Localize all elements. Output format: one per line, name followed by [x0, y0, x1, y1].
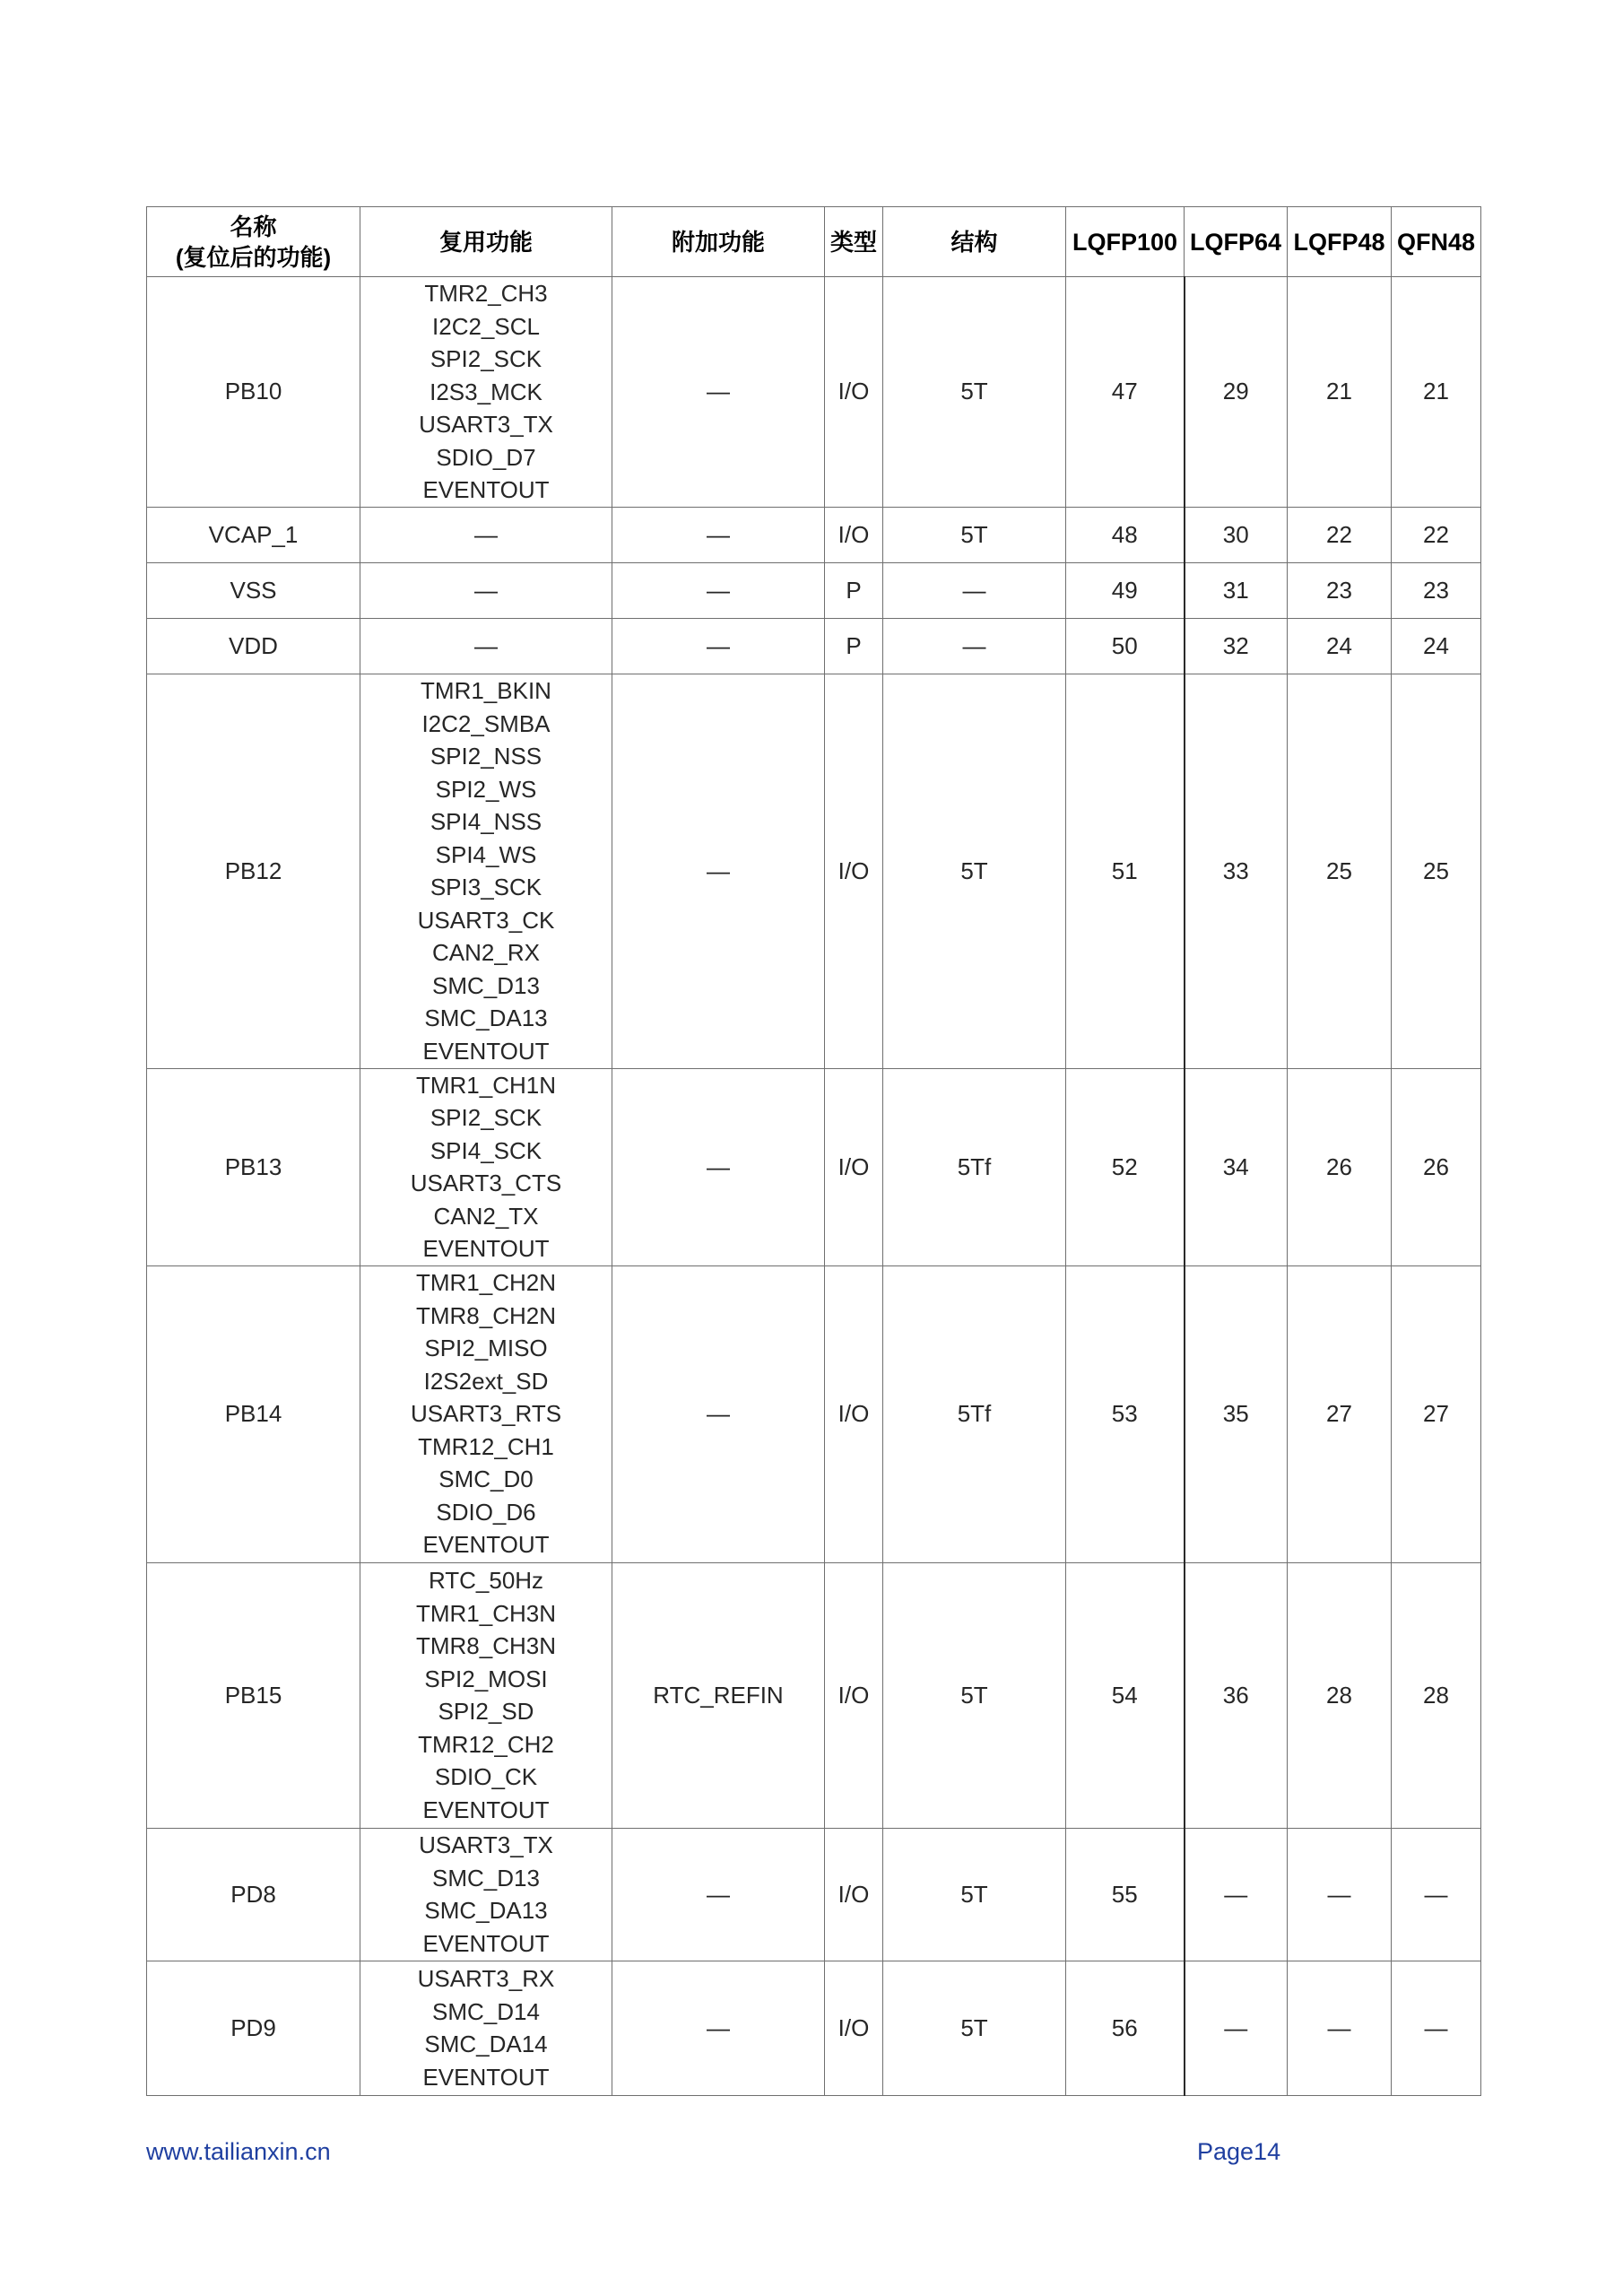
- header-type: 类型: [825, 207, 883, 277]
- structure-cell: 5T: [883, 1828, 1066, 1961]
- alt-func-item: RTC_50Hz: [428, 1567, 544, 1594]
- alt-func-cell: [360, 1961, 612, 2095]
- table-row: [147, 674, 1481, 1068]
- qfn48-cell: 26: [1392, 1068, 1481, 1265]
- alt-func-cell: [360, 1068, 612, 1265]
- type-cell: I/O: [825, 1265, 883, 1562]
- pin-name-cell: PB13: [147, 1068, 360, 1265]
- alt-func-item: TMR1_CH3N: [415, 1599, 557, 1627]
- footer-page-number: Page14: [1197, 2138, 1281, 2165]
- alt-func-item: TMR1_CH1N: [415, 1071, 557, 1099]
- lqfp48-cell: 23: [1288, 562, 1392, 618]
- extra-func-cell: RTC_REFIN: [612, 1562, 825, 1828]
- lqfp100-cell: 56: [1066, 1961, 1185, 2095]
- alt-func-item: SPI4_WS: [435, 840, 537, 868]
- structure-cell: 5Tf: [883, 1265, 1066, 1562]
- qfn48-cell: 22: [1392, 507, 1481, 562]
- alt-func-cell: [360, 674, 612, 1068]
- lqfp100-cell: 55: [1066, 1828, 1185, 1961]
- pin-name-cell: VSS: [147, 562, 360, 618]
- lqfp100-cell: 48: [1066, 507, 1185, 562]
- structure-cell: 5T: [883, 277, 1066, 508]
- table-row: [147, 1265, 1481, 1562]
- lqfp48-cell: —: [1288, 1828, 1392, 1961]
- lqfp48-cell: 25: [1288, 674, 1392, 1068]
- qfn48-cell: —: [1392, 1961, 1481, 2095]
- lqfp64-cell: 30: [1185, 507, 1288, 562]
- structure-cell: 5T: [883, 507, 1066, 562]
- extra-func-cell: —: [612, 1265, 825, 1562]
- alt-func-cell: [360, 618, 612, 674]
- alt-func-item: SDIO_CK: [434, 1763, 538, 1790]
- lqfp64-cell: 35: [1185, 1265, 1288, 1562]
- alt-func-item: USART3_TX: [419, 1831, 553, 1858]
- alt-func-item: TMR1_BKIN: [421, 677, 551, 704]
- alt-func-cell: [360, 277, 612, 508]
- alt-func-item: EVENTOUT: [422, 476, 550, 503]
- header-lqfp64: LQFP64: [1185, 207, 1288, 277]
- lqfp100-cell: 53: [1066, 1265, 1185, 1562]
- header-lqfp48: LQFP48: [1288, 207, 1392, 277]
- alt-func-item: SPI2_MOSI: [424, 1665, 548, 1692]
- alt-func-item: SPI2_SD: [438, 1698, 534, 1725]
- qfn48-cell: 21: [1392, 277, 1481, 508]
- alt-func-item: CAN2_TX: [433, 1202, 539, 1230]
- pin-name-cell: PB15: [147, 1562, 360, 1828]
- alt-func-item: SMC_DA13: [424, 1004, 548, 1031]
- extra-func-cell: —: [612, 277, 825, 508]
- alt-func-cell: [360, 1828, 612, 1961]
- table-row: [147, 1961, 1481, 2095]
- alt-func-item: EVENTOUT: [422, 1929, 550, 1957]
- extra-func-cell: —: [612, 618, 825, 674]
- lqfp48-cell: 27: [1288, 1265, 1392, 1562]
- alt-func-item: —: [474, 520, 498, 548]
- header-name: [147, 207, 360, 277]
- alt-func-item: TMR1_CH2N: [415, 1269, 557, 1297]
- type-cell: I/O: [825, 1961, 883, 2095]
- structure-cell: —: [883, 562, 1066, 618]
- pin-name-cell: PB10: [147, 277, 360, 508]
- pin-name-cell: PB12: [147, 674, 360, 1068]
- type-cell: I/O: [825, 1562, 883, 1828]
- lqfp100-cell: 47: [1066, 277, 1185, 508]
- alt-func-item: —: [474, 631, 498, 659]
- alt-func-item: USART3_TX: [419, 411, 553, 438]
- header-name-line2: (复位后的功能): [175, 243, 332, 271]
- alt-func-item: USART3_RX: [417, 1965, 555, 1992]
- table-row: [147, 277, 1481, 508]
- qfn48-cell: 25: [1392, 674, 1481, 1068]
- alt-func-item: I2C2_SCL: [432, 312, 540, 340]
- lqfp100-cell: 51: [1066, 674, 1185, 1068]
- table-row: [147, 618, 1481, 674]
- structure-cell: 5T: [883, 674, 1066, 1068]
- alt-func-item: SPI2_WS: [435, 775, 537, 803]
- table-row: [147, 507, 1481, 562]
- table-row: [147, 1068, 1481, 1265]
- alt-func-item: EVENTOUT: [422, 1796, 550, 1823]
- table-header-row: [147, 207, 1481, 277]
- alt-func-item: SPI2_NSS: [430, 743, 542, 770]
- alt-func-item: —: [474, 576, 498, 604]
- qfn48-cell: 23: [1392, 562, 1481, 618]
- extra-func-cell: —: [612, 1828, 825, 1961]
- structure-cell: 5Tf: [883, 1068, 1066, 1265]
- extra-func-cell: —: [612, 1068, 825, 1265]
- qfn48-cell: 24: [1392, 618, 1481, 674]
- structure-cell: 5T: [883, 1562, 1066, 1828]
- table-row: [147, 1562, 1481, 1828]
- type-cell: I/O: [825, 507, 883, 562]
- lqfp64-cell: 29: [1185, 277, 1288, 508]
- type-cell: P: [825, 562, 883, 618]
- alt-func-item: SDIO_D7: [436, 443, 536, 471]
- qfn48-cell: 27: [1392, 1265, 1481, 1562]
- lqfp48-cell: 26: [1288, 1068, 1392, 1265]
- qfn48-cell: 28: [1392, 1562, 1481, 1828]
- alt-func-item: EVENTOUT: [422, 2063, 550, 2091]
- lqfp48-cell: 24: [1288, 618, 1392, 674]
- table-row: [147, 562, 1481, 618]
- lqfp64-cell: 34: [1185, 1068, 1288, 1265]
- alt-func-item: SMC_DA14: [424, 2031, 548, 2057]
- lqfp64-cell: 33: [1185, 674, 1288, 1068]
- header-qfn48: QFN48: [1392, 207, 1481, 277]
- type-cell: I/O: [825, 277, 883, 508]
- header-alt-func: 复用功能: [360, 207, 612, 277]
- alt-func-item: I2S2ext_SD: [423, 1367, 549, 1395]
- alt-func-item: USART3_CK: [417, 906, 555, 934]
- alt-func-item: I2C2_SMBA: [421, 709, 551, 737]
- lqfp64-cell: —: [1185, 1828, 1288, 1961]
- alt-func-item: USART3_CTS: [410, 1170, 562, 1196]
- lqfp48-cell: 28: [1288, 1562, 1392, 1828]
- structure-cell: —: [883, 618, 1066, 674]
- type-cell: I/O: [825, 1828, 883, 1961]
- alt-func-item: SPI4_SCK: [430, 1136, 542, 1164]
- type-cell: P: [825, 618, 883, 674]
- pin-table-body: [147, 277, 1481, 2096]
- lqfp48-cell: —: [1288, 1961, 1392, 2095]
- lqfp48-cell: 22: [1288, 507, 1392, 562]
- alt-func-item: USART3_RTS: [410, 1400, 562, 1428]
- pin-name-cell: PB14: [147, 1265, 360, 1562]
- header-lqfp100: LQFP100: [1066, 207, 1185, 277]
- alt-func-item: TMR2_CH3: [424, 280, 548, 307]
- alt-func-cell: [360, 562, 612, 618]
- pin-name-cell: PD9: [147, 1961, 360, 2095]
- alt-func-item: SPI2_MISO: [424, 1335, 548, 1362]
- table-row: [147, 1828, 1481, 1961]
- extra-func-cell: —: [612, 562, 825, 618]
- alt-func-item: SMC_D14: [432, 1997, 540, 2025]
- alt-func-item: SMC_D0: [438, 1465, 534, 1493]
- alt-func-item: EVENTOUT: [422, 1531, 550, 1559]
- qfn48-cell: —: [1392, 1828, 1481, 1961]
- lqfp48-cell: 21: [1288, 277, 1392, 508]
- lqfp100-cell: 50: [1066, 618, 1185, 674]
- alt-func-item: EVENTOUT: [422, 1037, 550, 1065]
- pin-definition-table: [146, 206, 1481, 2096]
- alt-func-item: SPI2_SCK: [430, 345, 542, 372]
- pin-name-cell: PD8: [147, 1828, 360, 1961]
- alt-func-item: TMR8_CH3N: [415, 1632, 557, 1659]
- extra-func-cell: —: [612, 674, 825, 1068]
- extra-func-cell: —: [612, 1961, 825, 2095]
- alt-func-cell: [360, 1265, 612, 1562]
- lqfp64-cell: —: [1185, 1961, 1288, 2095]
- alt-func-item: SDIO_D6: [436, 1498, 536, 1526]
- alt-func-item: TMR12_CH2: [418, 1730, 554, 1758]
- alt-func-item: SMC_D13: [432, 971, 540, 999]
- alt-func-item: TMR12_CH1: [418, 1432, 554, 1460]
- alt-func-item: CAN2_RX: [432, 939, 540, 966]
- header-structure: 结构: [883, 207, 1066, 277]
- alt-func-item: SPI3_SCK: [430, 874, 542, 900]
- alt-func-item: SPI2_SCK: [430, 1104, 542, 1131]
- type-cell: I/O: [825, 1068, 883, 1265]
- alt-func-item: SMC_D13: [432, 1864, 540, 1892]
- header-extra-func: 附加功能: [612, 207, 825, 277]
- alt-func-cell: [360, 507, 612, 562]
- lqfp64-cell: 31: [1185, 562, 1288, 618]
- lqfp64-cell: 32: [1185, 618, 1288, 674]
- footer-website-link[interactable]: www.tailianxin.cn: [146, 2138, 331, 2165]
- pin-name-cell: VCAP_1: [147, 507, 360, 562]
- lqfp100-cell: 54: [1066, 1562, 1185, 1828]
- extra-func-cell: —: [612, 507, 825, 562]
- alt-func-item: TMR8_CH2N: [415, 1301, 557, 1329]
- lqfp100-cell: 49: [1066, 562, 1185, 618]
- alt-func-cell: [360, 1562, 612, 1828]
- alt-func-item: SMC_DA13: [424, 1897, 548, 1924]
- pin-name-cell: VDD: [147, 618, 360, 674]
- header-name-line1: 名称: [230, 213, 277, 240]
- alt-func-item: SPI4_NSS: [430, 808, 542, 835]
- type-cell: I/O: [825, 674, 883, 1068]
- lqfp64-cell: 36: [1185, 1562, 1288, 1828]
- structure-cell: 5T: [883, 1961, 1066, 2095]
- alt-func-item: EVENTOUT: [422, 1235, 550, 1262]
- lqfp100-cell: 52: [1066, 1068, 1185, 1265]
- alt-func-item: I2S3_MCK: [430, 378, 542, 405]
